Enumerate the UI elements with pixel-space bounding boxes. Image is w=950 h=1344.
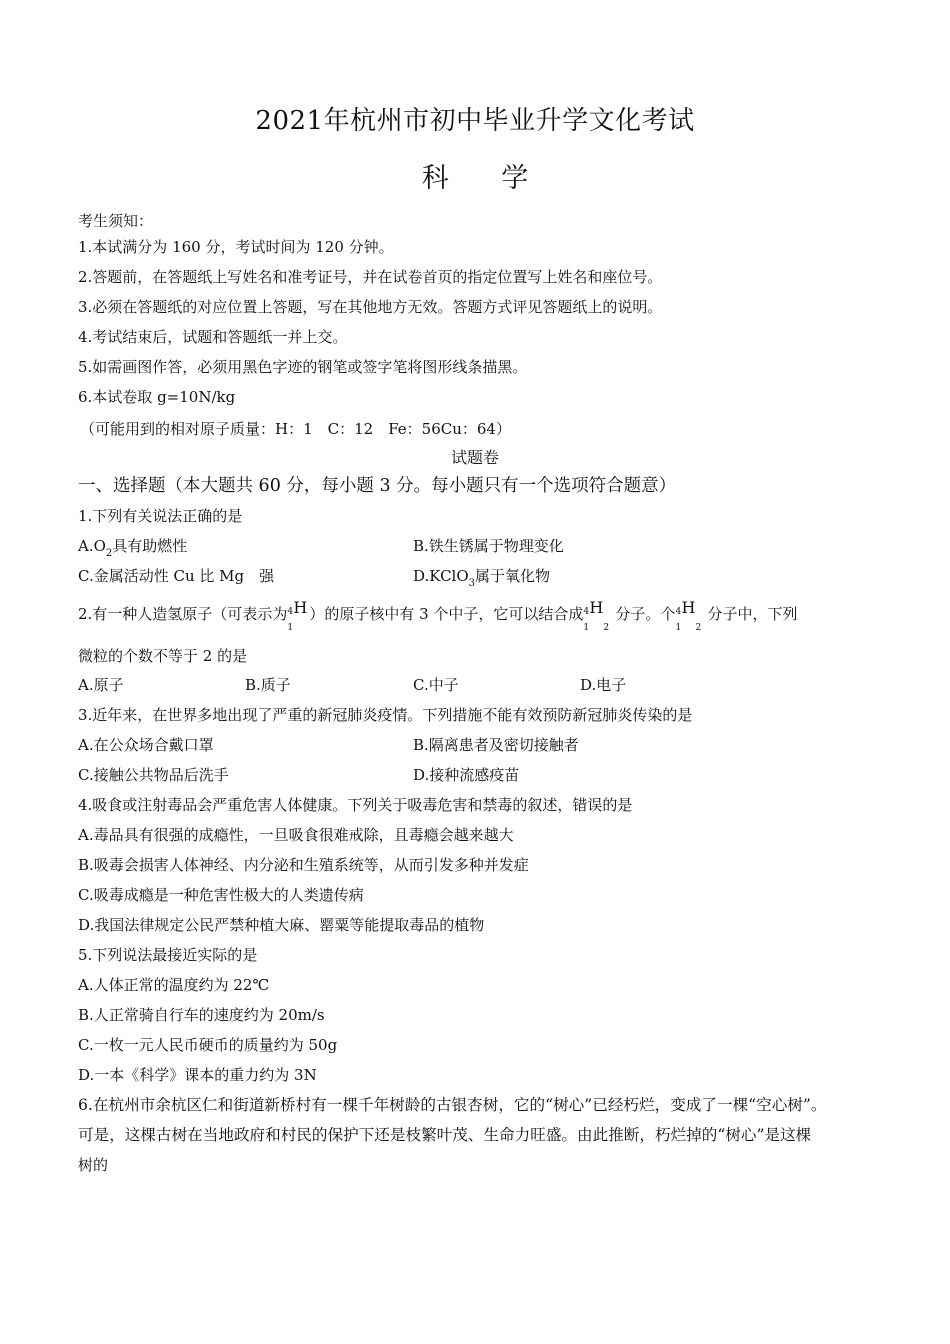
subject-title: 科 学 (421, 163, 529, 194)
question-stem: 1.下列有关说法正确的是 (78, 507, 243, 525)
notice-heading: 考生须知： (78, 212, 154, 230)
option-d: D.我国法律规定公民严禁种植大麻、罂粟等能提取毒品的植物 (78, 916, 485, 934)
question-stem: 5.下列说法最接近实际的是 (78, 946, 258, 964)
option-a: A.原子 (78, 676, 124, 694)
notice-item: 2.答题前，在答题纸上写姓名和准考证号，并在试卷首页的指定位置写上姓名和座位号。 (78, 268, 663, 286)
question-stem-continued: 微粒的个数不等于 2 的是 (78, 647, 248, 665)
atomic-masses-note: （可能用到的相对原子质量：H：1 C：12 Fe：56Cu：64） (80, 420, 511, 438)
option-c: C.吸毒成瘾是一种危害性极大的人类遗传病 (78, 886, 364, 904)
notice-item: 4.考试结束后，试题和答题纸一并上交。 (78, 328, 348, 346)
option-c: C.接触公共物品后洗手 (78, 766, 229, 784)
question-stem: 2.有一种人造氢原子（可表示为 4 H 1 ）的原子核中有 3 个中子，它可以结合成 4 H 1 2 分子。个 4 H 1 2 分子中，下列 (78, 598, 798, 633)
notice-item: 3.必须在答题纸的对应位置上答题，写在其他地方无效。答题方式评见答题纸上的说明。 (78, 298, 663, 316)
notice-item: 5.如需画图作答，必须用黑色字迹的钢笔或签字笔将图形线条描黑。 (78, 358, 528, 376)
exam-title: 2021年杭州市初中毕业升学文化考试 (255, 106, 695, 136)
option-c: C.中子 (413, 676, 459, 694)
question-stem: 6.在杭州市余杭区仁和街道新桥村有一棵千年树龄的古银杏树，它的“树心”已经朽烂，变成了一棵“空心树”。 (78, 1096, 827, 1114)
notice-item: 1.本试满分为 160 分，考试时间为 120 分钟。 (78, 238, 394, 256)
option-b: B.隔离患者及密切接触者 (413, 736, 579, 754)
option-a: $A.O_2$具有助燃性 (78, 537, 188, 559)
option-d: D.KClO$_3$属于氧化物 (413, 567, 551, 589)
option-b: B.铁生锈属于物理变化 (413, 537, 564, 555)
section-heading: 一、选择题（本大题共 60 分，每小题 3 分。每小题只有一个选项符合题意） (78, 476, 677, 496)
question-stem: 3.近年来，在世界多地出现了严重的新冠肺炎疫情。下列措施不能有效预防新冠肺炎传染的是 (78, 706, 693, 724)
question-stem-continued: 树的 (78, 1156, 109, 1174)
nuclide-notation: 4 H 1 2 (675, 598, 702, 633)
section-label: 试题卷 (450, 448, 499, 467)
question-stem-continued: 可是，这棵古树在当地政府和村民的保护下还是枝繁叶茂、生命力旺盛。由此推断，朽烂掉的“树心”是这棵 (78, 1126, 812, 1144)
option-d: D.电子 (580, 676, 627, 694)
option-a: A.毒品具有很强的成瘾性，一旦吸食很难戒除，且毒瘾会越来越大 (78, 826, 514, 844)
option-b: B.质子 (245, 676, 291, 694)
option-b: B.吸毒会损害人体神经、内分泌和生殖系统等，从而引发多种并发症 (78, 856, 529, 874)
option-a: A.在公众场合戴口罩 (78, 736, 214, 754)
option-a: A.人体正常的温度约为 22℃ (78, 976, 270, 994)
option-d: D.接种流感疫苗 (413, 766, 520, 784)
nuclide-notation: 4 H 1 (287, 598, 308, 633)
option-b: B.人正常骑自行车的速度约为 20m/s (78, 1006, 325, 1024)
option-c: C.金属活动性 Cu 比 Mg 强 (78, 567, 275, 585)
option-d: D.一本《科学》课本的重力约为 3N (78, 1066, 317, 1084)
question-stem: 4.吸食或注射毒品会严重危害人体健康。下列关于吸毒危害和禁毒的叙述，错误的是 (78, 796, 633, 814)
option-c: C.一枚一元人民币硬币的质量约为 50g (78, 1036, 338, 1054)
nuclide-notation: 4 H 1 2 (583, 598, 610, 633)
notice-item: 6.本试卷取 g=10N/kg (78, 388, 236, 406)
